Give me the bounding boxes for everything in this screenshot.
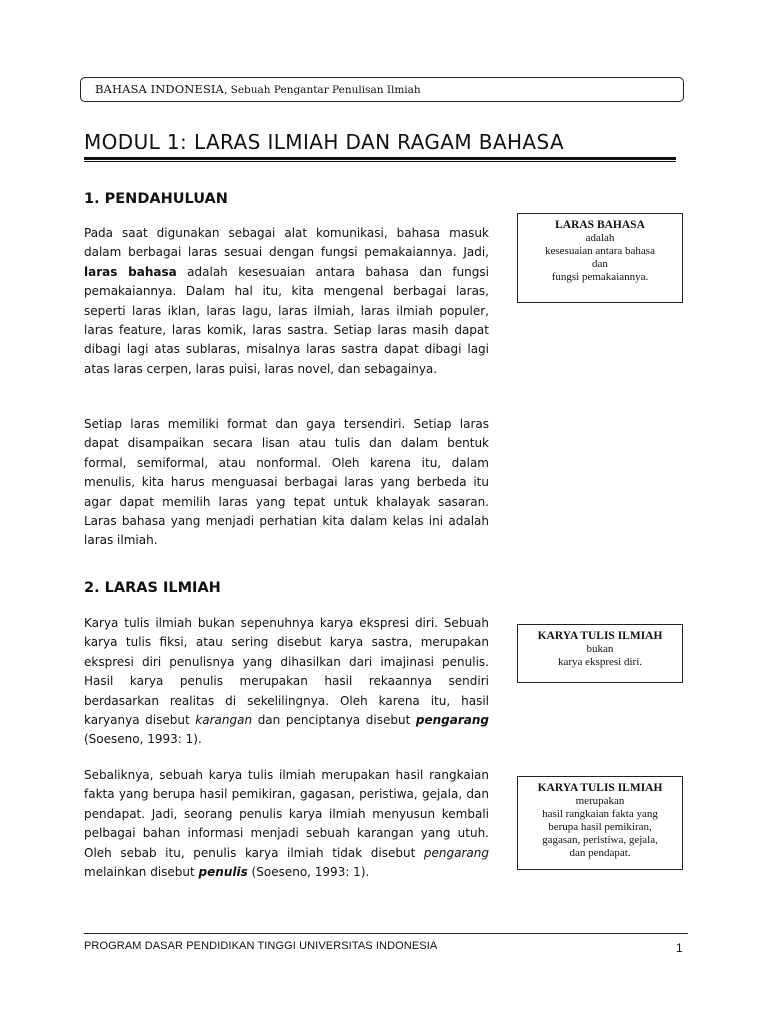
sidebox-karya-tulis-ilmiah-bukan (517, 624, 683, 683)
paragraph (84, 614, 489, 750)
text-run: Setiap laras memiliki format dan gaya tersendiri. Setiap laras dapat disampaikan secara lisan atau tulis dan dalam bentuk formal, semiformal, atau nonformal. Oleh karena itu, dalam menulis, kita harus menguasai berbagai laras yang berbeda itu agar dapat memilih laras yang tepat untuk khalayak sasaran. Laras bahasa yang menjadi perhatian kita dalam kelas ini adalah laras ilmiah. (84, 417, 489, 548)
sidebox-title: KARYA TULIS ILMIAH (537, 630, 663, 642)
title-underline (84, 157, 676, 162)
running-header-title: BAHASA INDONESIA (95, 82, 224, 96)
text-run: dan penciptanya disebut (252, 713, 416, 728)
emphasized-text: karangan (195, 713, 253, 728)
sidebox-title: LARAS BAHASA (555, 219, 645, 231)
sidebox-title: KARYA TULIS ILMIAH (537, 782, 663, 794)
paragraph (84, 766, 489, 882)
module-title: MODUL 1: LARAS ILMIAH DAN RAGAM BAHASA (84, 130, 565, 154)
footer-institution: PROGRAM DASAR PENDIDIKAN TINGGI UNIVERSITAS INDONESIA (84, 940, 438, 952)
sidebox-line: adalah (585, 232, 615, 244)
text-run: (Soeseno, 1993: 1). (84, 732, 202, 747)
running-header-subtitle: , Sebuah Pengantar Penulisan Ilmiah (223, 84, 421, 96)
sidebox-line: fungsi pemakaiannya. (551, 271, 649, 283)
sidebox-line: berupa hasil pemikiran, (548, 821, 652, 833)
sidebox-karya-tulis-ilmiah-merupakan (517, 776, 683, 870)
text-run: Pada saat digunakan sebagai alat komunikasi, bahasa masuk dalam berbagai laras sesuai dengan fungsi pemakaiannya. Jadi, (84, 226, 489, 260)
sidebox-line: gagasan, peristiwa, gejala, (542, 834, 658, 846)
section-heading-laras-ilmiah: 2. LARAS ILMIAH (84, 580, 221, 596)
footer-rule (84, 933, 688, 934)
sidebox-line: dan (592, 258, 608, 270)
sidebox-line: merupakan (575, 795, 625, 807)
sidebox-line: dan pendapat. (569, 847, 631, 859)
sidebox-line: kesesuaian antara bahasa (545, 245, 655, 257)
page-number: 1 (676, 941, 683, 955)
emphasized-text: penulis (198, 865, 248, 880)
sidebox-line: hasil rangkaian fakta yang (542, 808, 658, 820)
emphasized-text: laras bahasa (84, 264, 177, 279)
running-header (80, 77, 684, 102)
text-run: melainkan disebut (84, 865, 199, 880)
text-run: adalah kesesuaian antara bahasa dan fungsi pemakaiannya. Dalam hal itu, kita mengenal berbagai laras, seperti laras iklan, laras lagu, laras ilmiah, laras ilmiah populer, laras feature, laras komik, laras sastra. Setiap laras masih dapat dibagi lagi atas sublaras, misalnya laras sastra dapat dibagi lagi atas laras cerpen, laras puisi, laras novel, dan sebagainya. (84, 264, 489, 376)
section-heading-pendahuluan: 1. PENDAHULUAN (84, 191, 228, 207)
emphasized-text: pengarang (423, 845, 489, 860)
sidebox-line: karya ekspresi diri. (558, 656, 642, 668)
sidebox-laras-bahasa (517, 213, 683, 303)
text-run: Karya tulis ilmiah bukan sepenuhnya karya ekspresi diri. Sebuah karya tulis fiksi, atau sering disebut karya sastra, merupakan ekspresi diri penulisnya yang dihasilkan dari imajinasi penulis. Hasil karya penulis merupakan hasil rekaannya sendiri berdasarkan realitas di sekelilingnya. Oleh karena itu, hasil karyanya disebut (84, 616, 489, 728)
paragraph (84, 224, 489, 379)
paragraph (84, 415, 489, 551)
sidebox-line: bukan (586, 643, 614, 655)
text-run: (Soeseno, 1993: 1). (247, 865, 370, 880)
emphasized-text: pengarang (415, 713, 490, 728)
text-run: Sebaliknya, sebuah karya tulis ilmiah merupakan hasil rangkaian fakta yang berupa hasil pemikiran, gagasan, peristiwa, gejala, dan pendapat. Jadi, seorang penulis karya ilmiah menyusun kembali pelbagai bahan informasi menjadi sebuah karangan yang utuh. Oleh sebab itu, penulis karya ilmiah tidak disebut (84, 768, 489, 860)
